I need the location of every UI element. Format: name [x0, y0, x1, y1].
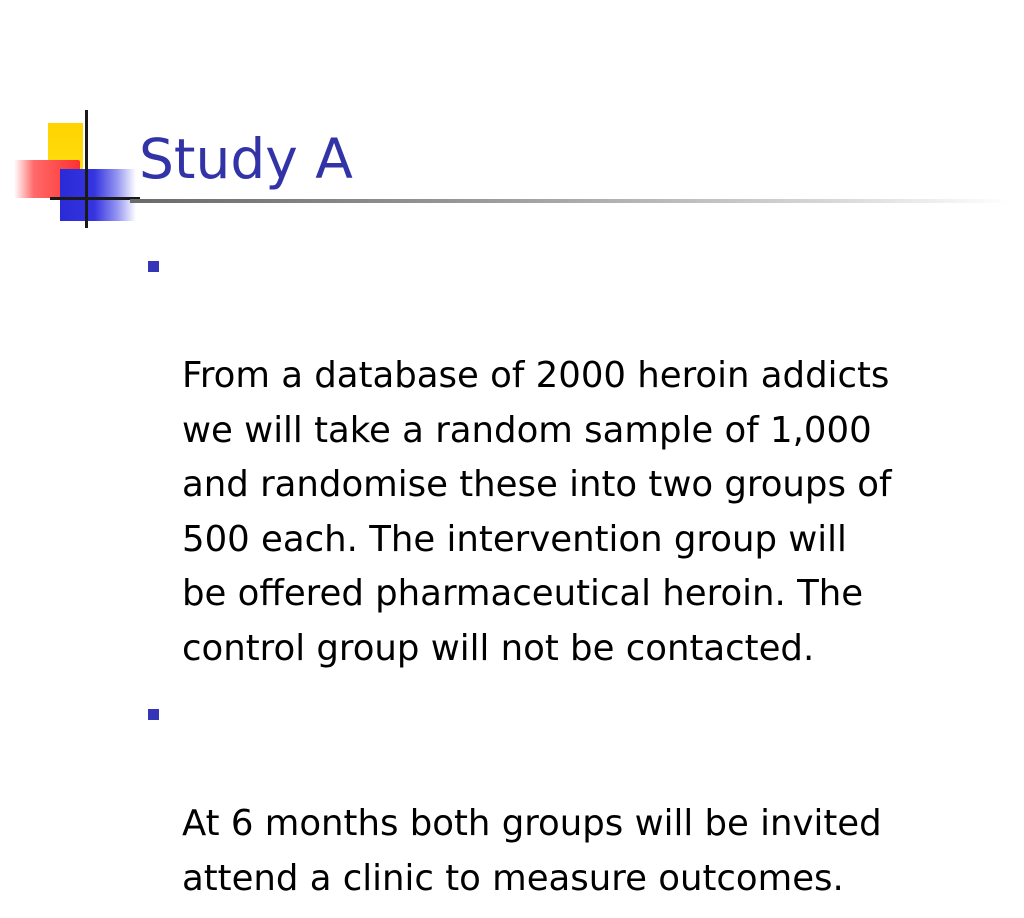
bullet-text: From a database of 2000 heroin addicts we will take a random sample of 1,000 and randomise these into two groups of 500 each. The intervention group will be offered pharmaceutical heroin. The control group will not be contacted. — [182, 355, 892, 669]
bullet-item — [148, 240, 1008, 676]
title-underline — [130, 199, 1010, 203]
blue-square-decoration — [60, 169, 136, 221]
bullet-list — [148, 240, 1008, 918]
slide-title: Study A — [139, 127, 353, 191]
square-bullet-icon — [148, 709, 159, 720]
bullet-text: At 6 months both groups will be invited attend a clinic to measure outcomes. — [182, 803, 882, 899]
horizontal-line-decoration — [50, 197, 140, 200]
corner-ornament-icon — [0, 0, 160, 240]
square-bullet-icon — [148, 261, 159, 272]
bullet-item — [148, 688, 1008, 906]
vertical-line-decoration — [85, 110, 88, 228]
